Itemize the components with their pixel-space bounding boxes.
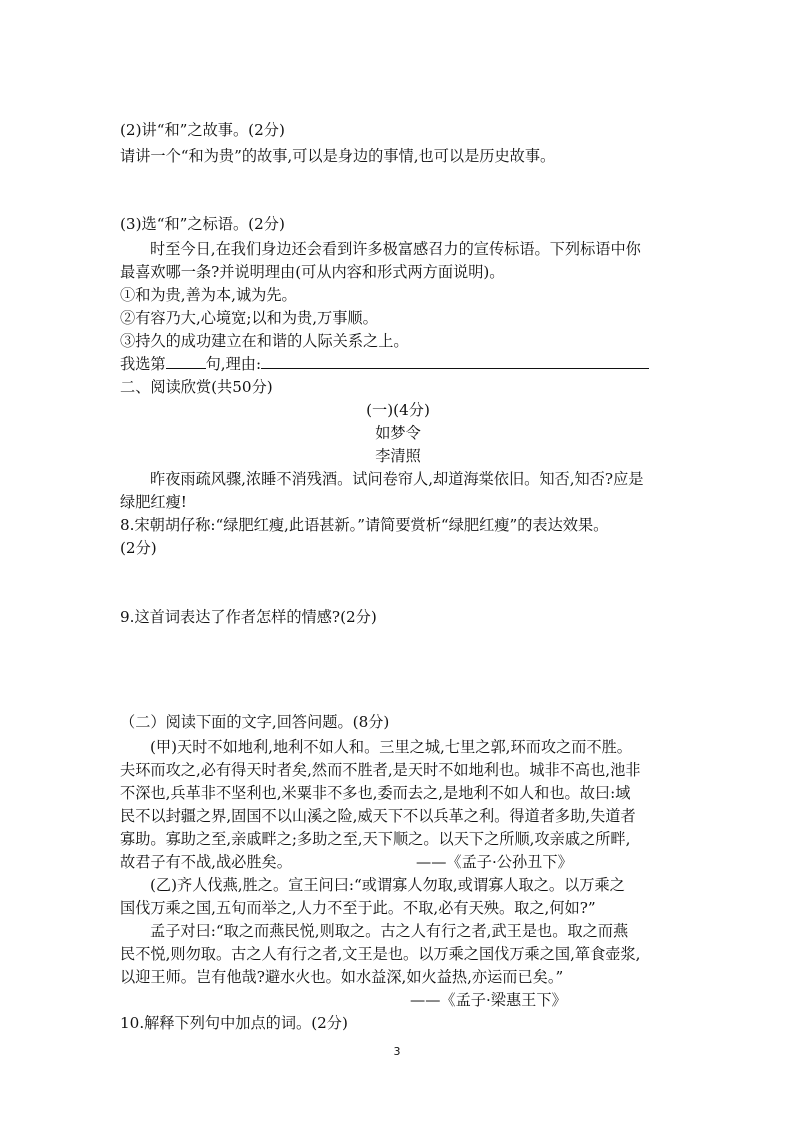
q3-answer-line: [120, 354, 676, 374]
jia-line-2: 夫环而攻之,必有得天时者矣,然而不胜者,是天时不如地利也。城非不高也,池非: [120, 761, 641, 779]
poem-line-2: 绿肥红瘦!: [120, 493, 187, 511]
q9: 9.这首词表达了作者怎样的情感?(2分): [120, 608, 377, 626]
poem-line-1: 昨夜雨疏风骤,浓睡不消残酒。试问卷帘人,却道海棠依旧。知否,知否?应是: [150, 470, 644, 488]
answer-mid: 句,理由:: [205, 355, 262, 373]
q8-line-2: (2分): [120, 539, 157, 557]
yi-line-2: 国伐万乘之国,五旬而举之,人力不至于此。不取,必有天殃。取之,何如?”: [120, 899, 596, 917]
jia-line-5: 寡助。寡助之至,亲戚畔之;多助之至,天下顺之。以天下之所顺,攻亲戚之所畔,: [120, 830, 631, 848]
jia-line-3: 不深也,兵革非不坚利也,米粟非不多也,委而去之,是地利不如人和也。故曰:域: [120, 784, 631, 802]
q2-title: (2)讲“和”之故事。(2分): [120, 121, 285, 139]
jia-last-line: [120, 852, 676, 872]
jia-last-text: 故君子有不战,战必胜矣。: [120, 853, 292, 871]
page-number: 3: [393, 1045, 401, 1058]
yi-line-3: 孟子对曰:“取之而燕民悦,则取之。古之人有行之者,武王是也。取之而燕: [150, 922, 629, 940]
q3-option-1: ①和为贵,善为本,诚为先。: [120, 286, 297, 304]
yi-source: ——《孟子·梁惠王下》: [410, 991, 567, 1009]
part2-heading: 二、阅读欣赏(共50分): [120, 378, 273, 396]
poem-title: 如梦令: [375, 424, 421, 442]
answer-prefix: 我选第: [120, 355, 166, 373]
q3-intro-line-1: 时至今日,在我们身边还会看到许多极富感召力的宣传标语。下列标语中你: [150, 240, 641, 258]
jia-source: ——《孟子·公孙丑下》: [416, 853, 573, 871]
passage-heading: （二）阅读下面的文字,回答问题。(8分): [120, 713, 390, 731]
q3-intro-line-2: 最喜欢哪一条?并说明理由(可从内容和形式两方面说明)。: [120, 263, 505, 281]
yi-line-4: 民不悦,则勿取。古之人有行之者,文王是也。以万乘之国伐万乘之国,箪食壶浆,: [120, 945, 641, 963]
poem-author: 李清照: [375, 447, 421, 465]
q3-option-2: ②有容乃大,心境宽;以和为贵,万事顺。: [120, 309, 378, 327]
yi-line-5: 以迎王师。岂有他哉?避水火也。如水益深,如火益热,亦运而已矣。”: [120, 968, 564, 986]
q10: 10.解释下列句中加点的词。(2分): [120, 1014, 348, 1032]
q8-line-1: 8.宋朝胡仔称:“绿肥红瘦,此语甚新。”请简要赏析“绿肥红瘦”的表达效果。: [120, 516, 609, 534]
poem-section: (一)(4分): [366, 401, 430, 419]
jia-line-4: 民不以封疆之界,固国不以山溪之险,威天下不以兵革之利。得道者多助,失道者: [120, 807, 636, 825]
q3-title: (3)选“和”之标语。(2分): [120, 215, 285, 233]
q3-option-3: ③持久的成功建立在和谐的人际关系之上。: [120, 332, 409, 350]
answer-choice-blank[interactable]: [166, 354, 206, 369]
q2-prompt: 请讲一个“和为贵”的故事,可以是身边的事情,也可以是历史故事。: [120, 147, 556, 165]
answer-reason-blank[interactable]: [261, 354, 649, 369]
jia-line-1: (甲)天时不如地利,地利不如人和。三里之城,七里之郭,环而攻之而不胜。: [150, 738, 632, 756]
yi-line-1: (乙)齐人伐燕,胜之。宣王问曰:“或谓寡人勿取,或谓寡人取之。以万乘之: [150, 876, 625, 894]
